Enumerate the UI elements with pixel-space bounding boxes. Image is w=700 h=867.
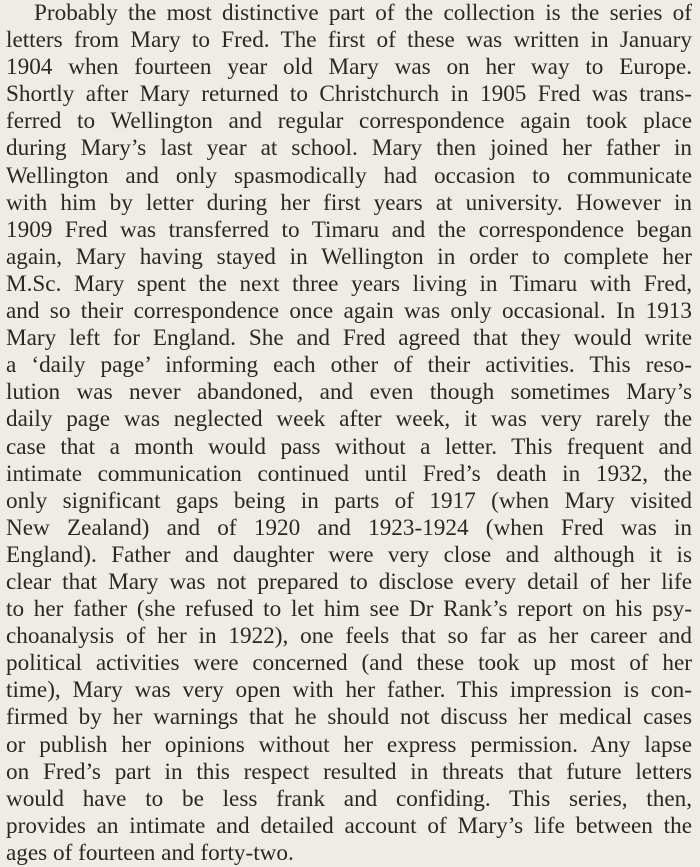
text-line-6: during Mary’s last year at school. Mary then joined her father in	[6, 135, 692, 162]
text-line-27: firmed by her warnings that he should not discuss her medical cases	[6, 704, 692, 731]
text-line-2: letters from Mary to Fred. The first of these was written in January	[6, 27, 692, 54]
text-line-10: again, Mary having stayed in Wellington in order to complete her	[6, 243, 692, 270]
text-line-3: 1904 when fourteen year old Mary was on her way to Europe.	[6, 54, 692, 81]
body-paragraph	[6, 0, 692, 867]
text-line-21: England). Father and daughter were very close and although it is	[6, 541, 692, 568]
text-line-22: clear that Mary was not prepared to disclose every detail of her life	[6, 568, 692, 595]
text-line-23: to her father (she refused to let him see Dr Rank’s report on his psy-	[6, 596, 692, 623]
text-line-20: New Zealand) and of 1920 and 1923-1924 (when Fred was in	[6, 514, 692, 541]
text-line-15: lution was never abandoned, and even though sometimes Mary’s	[6, 379, 692, 406]
text-line-29: on Fred’s part in this respect resulted in threats that future letters	[6, 758, 692, 785]
text-line-11: M.Sc. Mary spent the next three years living in Timaru with Fred,	[6, 270, 692, 297]
text-line-18: intimate communication continued until Fred’s death in 1932, the	[6, 460, 692, 487]
text-line-13: Mary left for England. She and Fred agreed that they would write	[6, 325, 692, 352]
text-line-7: Wellington and only spasmodically had occasion to communicate	[6, 162, 692, 189]
text-line-5: ferred to Wellington and regular correspondence again took place	[6, 108, 692, 135]
text-line-32: ages of fourteen and forty-two.	[6, 839, 294, 866]
text-line-14: a ‘daily page’ informing each other of their activities. This reso-	[6, 352, 692, 379]
text-line-16: daily page was neglected week after week, it was very rarely the	[6, 406, 692, 433]
text-line-24: choanalysis of her in 1922), one feels that so far as her career and	[6, 623, 692, 650]
text-line-26: time), Mary was very open with her father. This impression is con-	[6, 677, 692, 704]
text-line-4: Shortly after Mary returned to Christchurch in 1905 Fred was trans-	[6, 81, 692, 108]
text-line-17: case that a month would pass without a letter. This frequent and	[6, 433, 692, 460]
text-line-28: or publish her opinions without her express permission. Any lapse	[6, 731, 692, 758]
text-line-30: would have to be less frank and confiding. This series, then,	[6, 785, 692, 812]
text-line-12: and so their correspondence once again was only occasional. In 1913	[6, 298, 692, 325]
text-line-31: provides an intimate and detailed account of Mary’s life between the	[6, 812, 692, 839]
text-line-1: Probably the most distinctive part of the collection is the series of	[34, 0, 692, 26]
text-line-9: 1909 Fred was transferred to Timaru and the correspondence began	[6, 216, 692, 243]
text-line-8: with him by letter during her first years at university. However in	[6, 189, 692, 216]
text-line-19: only significant gaps being in parts of 1917 (when Mary visited	[6, 487, 692, 514]
text-line-25: political activities were concerned (and these took up most of her	[6, 650, 692, 677]
